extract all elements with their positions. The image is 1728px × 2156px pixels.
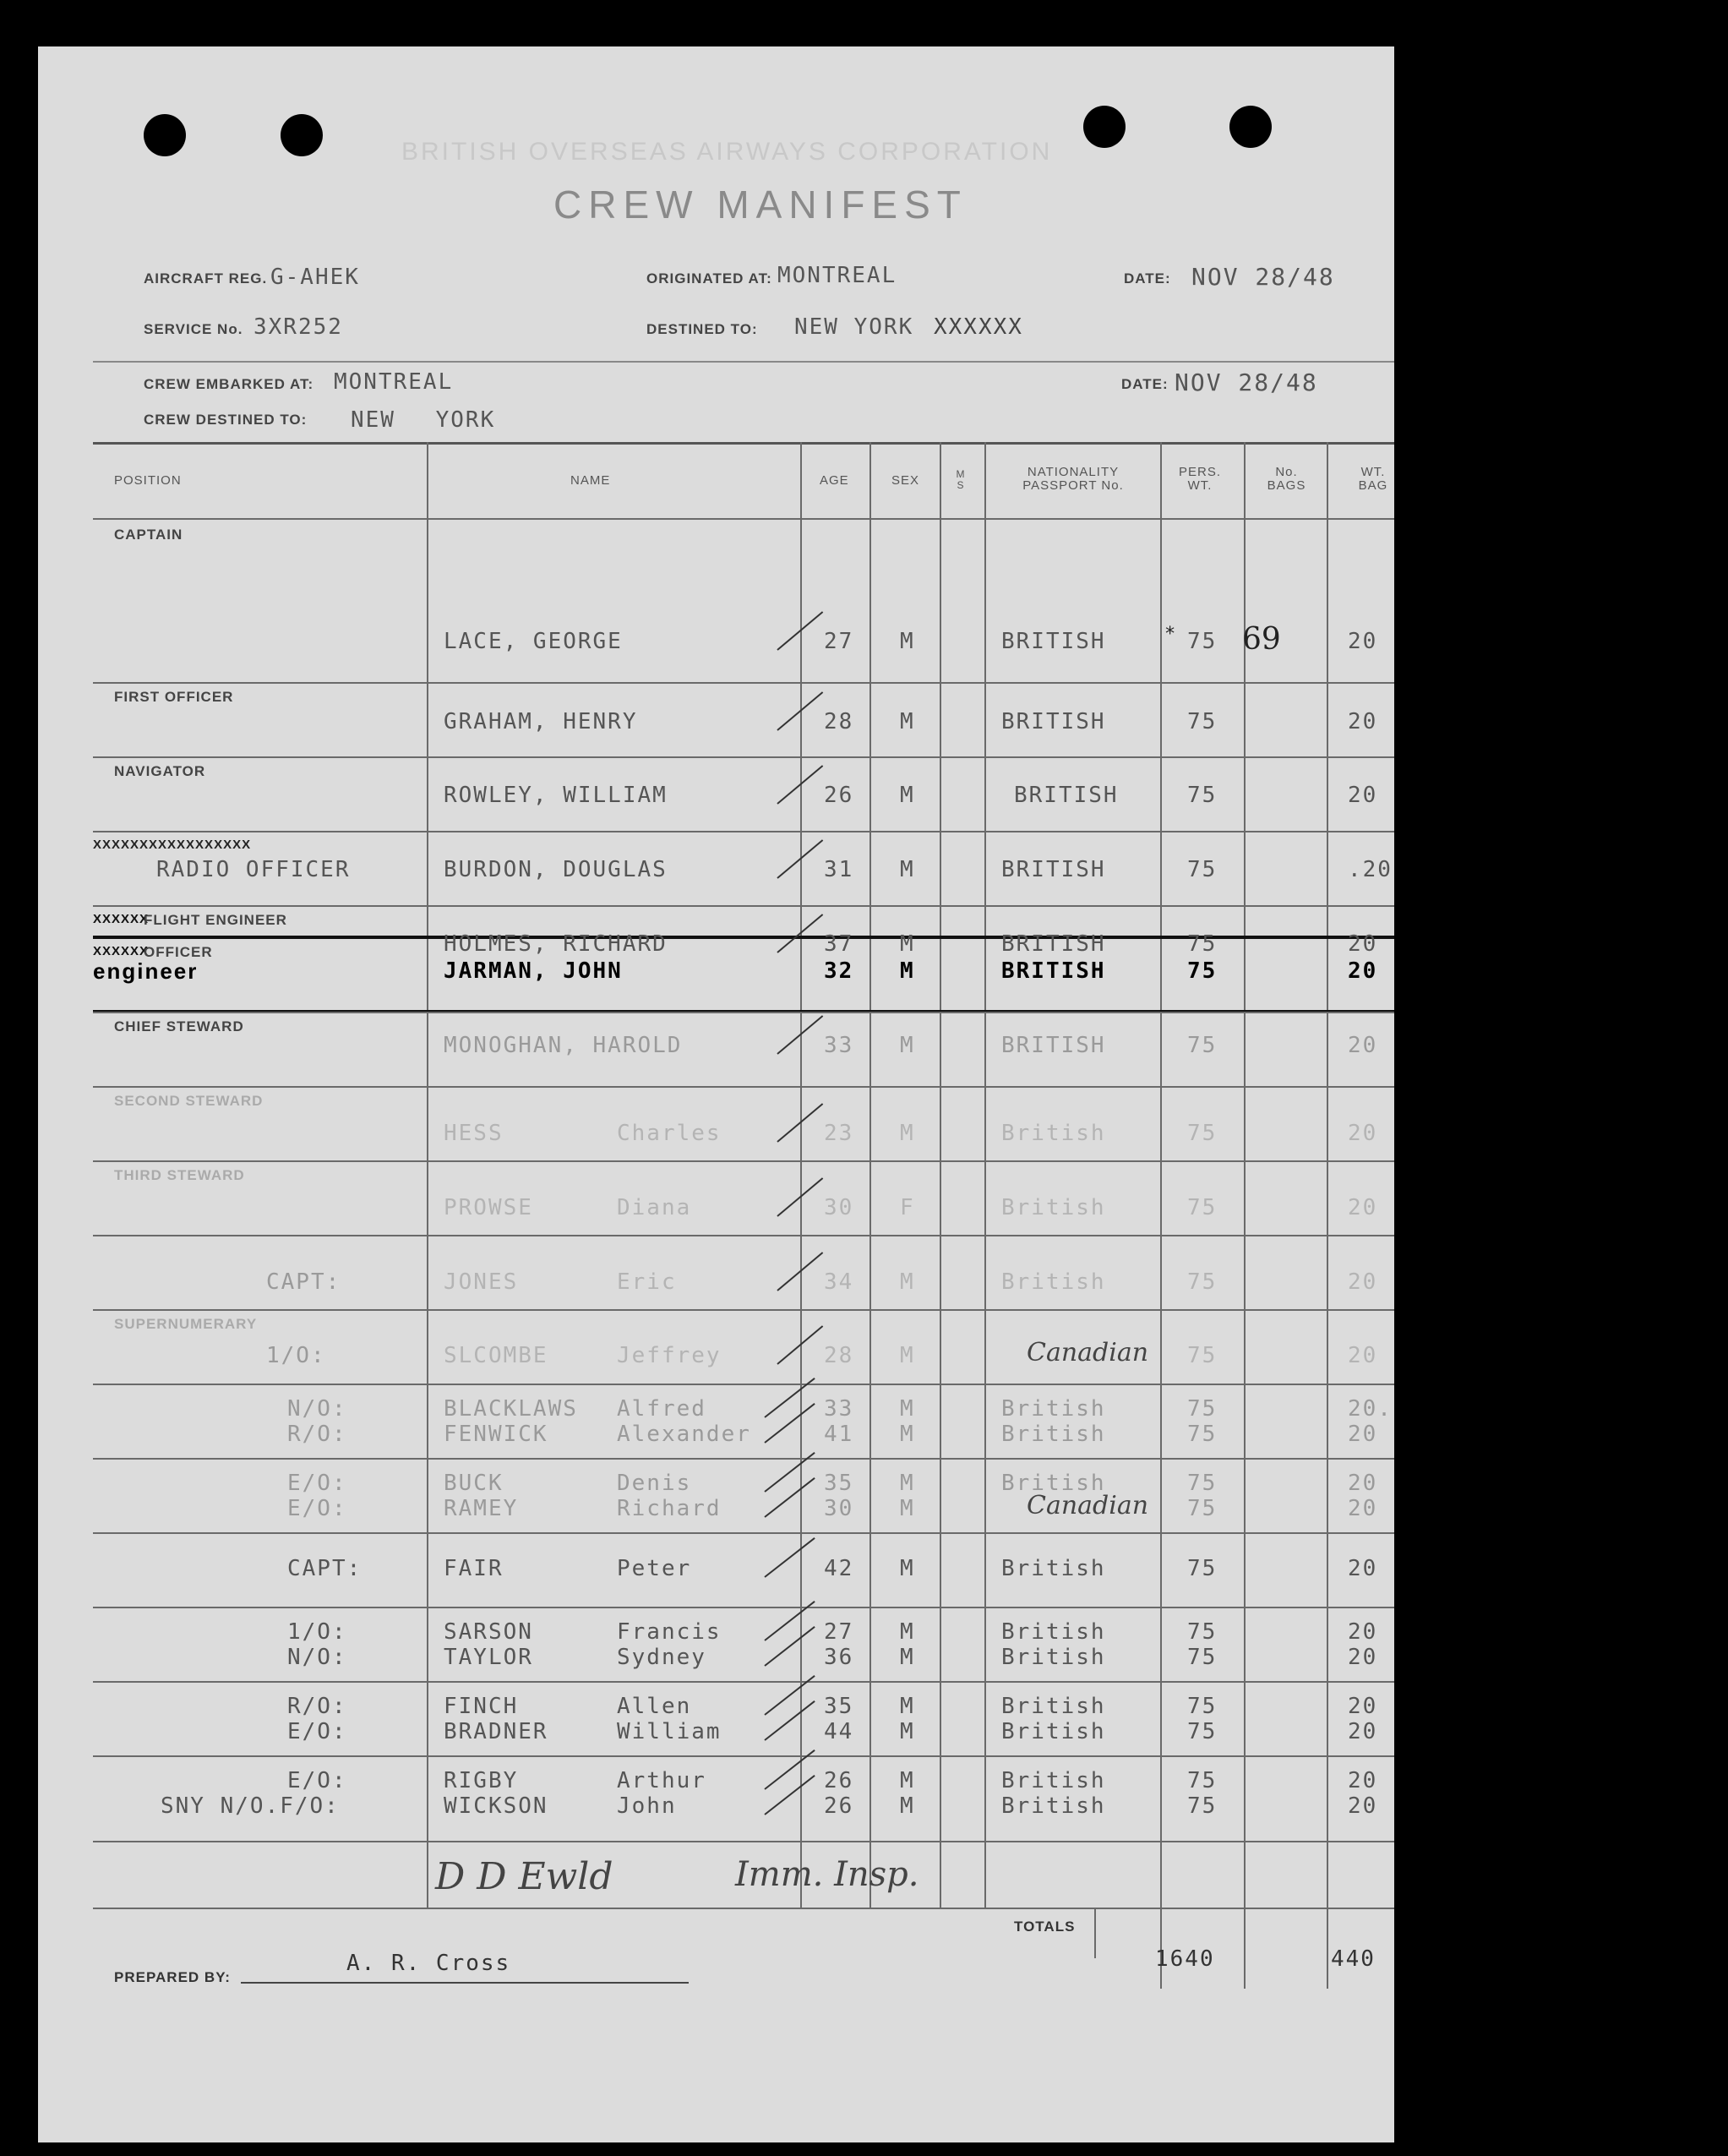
- position-label: NAVIGATOR: [114, 763, 206, 779]
- crew-wt-bag: 20: [1348, 1343, 1378, 1368]
- crew-name: LACE, GEORGE: [444, 629, 623, 654]
- position-typed: CAPT:: [266, 1269, 341, 1295]
- crew-wt-bag: 20.: [1348, 1396, 1393, 1422]
- crew-sex: M: [900, 1496, 915, 1521]
- crew-nationality: British: [1001, 1556, 1106, 1581]
- col-header-sex: SEX: [891, 473, 920, 488]
- crew-nationality: BRITISH: [1001, 857, 1106, 882]
- crew-embarked-label: CREW EMBARKED AT:: [144, 376, 314, 392]
- crew-embarked-value: MONTREAL: [334, 369, 454, 395]
- crew-wt-bag: 20: [1348, 1269, 1378, 1295]
- crew-age: 26: [824, 1768, 854, 1793]
- position-label: FIRST OFFICER: [114, 689, 234, 705]
- crew-pers-wt: 75: [1187, 1556, 1218, 1581]
- service-value: 3XR252: [253, 314, 343, 340]
- crew-sex: M: [900, 1719, 915, 1744]
- check-mark: [764, 1700, 815, 1741]
- divider: [93, 361, 1394, 363]
- crew-surname: HESS: [444, 1121, 504, 1146]
- col-header-pers-wt: PERS. WT.: [1178, 465, 1221, 493]
- position-typed: 1/O:: [266, 1343, 326, 1368]
- crew-sex: M: [900, 1033, 915, 1058]
- col-divider: [869, 442, 871, 1908]
- check-mark: [764, 1775, 815, 1815]
- crew-sex: M: [900, 709, 915, 734]
- position-label: OFFICER: [144, 944, 213, 960]
- position-typed: SNY N/O.F/O:: [161, 1793, 340, 1819]
- position-typed: E/O:: [287, 1496, 347, 1521]
- crew-name: BURDON, DOUGLAS: [444, 857, 668, 882]
- crew-nationality: British: [1001, 1645, 1106, 1670]
- crew-nationality: British: [1001, 1619, 1106, 1645]
- row-rule: [93, 1086, 1394, 1088]
- crew-surname: BRADNER: [444, 1719, 548, 1744]
- crew-nationality: Canadian: [1027, 1338, 1149, 1367]
- crew-nationality: BRITISH: [1014, 783, 1119, 808]
- row-rule: [93, 1309, 1394, 1311]
- crew-pers-wt: 75: [1187, 1768, 1218, 1793]
- crew-nationality: British: [1001, 1793, 1106, 1819]
- row-rule: [93, 1681, 1394, 1683]
- crew-name: MONOGHAN, HAROLD: [444, 1033, 683, 1058]
- crew-date-value: NOV 28/48: [1175, 368, 1318, 396]
- crew-sex: M: [900, 783, 915, 808]
- crew-wt-bag: 20: [1348, 1195, 1378, 1220]
- crew-sex: M: [900, 1768, 915, 1793]
- crew-nationality: Canadian: [1027, 1491, 1149, 1520]
- col-divider: [427, 442, 428, 1908]
- row-rule: [93, 682, 1394, 684]
- service-label: SERVICE No.: [144, 321, 243, 337]
- crew-age: 31: [824, 857, 854, 882]
- row-rule: [93, 1012, 1394, 1013]
- crew-sex: M: [900, 1793, 915, 1819]
- crew-age: 23: [824, 1121, 854, 1146]
- crew-age: 30: [824, 1195, 854, 1220]
- crew-wt-bag: 20: [1348, 629, 1378, 654]
- signature-name: D D Ewld: [435, 1855, 613, 1898]
- crew-age: 37: [824, 931, 854, 957]
- crew-pers-wt: 75: [1187, 1422, 1218, 1447]
- crew-sex: M: [900, 857, 915, 882]
- crew-pers-wt: 75: [1187, 783, 1218, 808]
- row-rule: [93, 1384, 1394, 1385]
- crew-age: 28: [824, 709, 854, 734]
- row-rule: [93, 831, 1394, 832]
- crew-given-name: Richard: [617, 1496, 722, 1521]
- crew-pers-wt: 75: [1187, 1694, 1218, 1719]
- crew-given-name: Denis: [617, 1471, 692, 1496]
- crew-wt-bag: 20: [1348, 1471, 1378, 1496]
- col-divider: [940, 442, 941, 1908]
- col-header-position: POSITION: [114, 473, 182, 488]
- crew-wt-bag: 20: [1348, 1422, 1378, 1447]
- date-label: DATE:: [1124, 270, 1171, 287]
- crew-given-name: Sydney: [617, 1645, 706, 1670]
- col-divider: [800, 442, 802, 1908]
- crew-surname: SARSON: [444, 1619, 533, 1645]
- crew-nationality: British: [1001, 1694, 1106, 1719]
- punch-hole: [1229, 106, 1272, 148]
- crew-sex: M: [900, 1396, 915, 1422]
- crew-surname: WICKSON: [444, 1793, 548, 1819]
- crew-surname: BLACKLAWS: [444, 1396, 578, 1422]
- crew-nationality: British: [1001, 1768, 1106, 1793]
- position-label: THIRD STEWARD: [114, 1167, 245, 1183]
- punch-hole: [1083, 106, 1126, 148]
- check-mark: [764, 1477, 815, 1518]
- crew-date-label: DATE:: [1121, 376, 1169, 392]
- crew-sex: M: [900, 1422, 915, 1447]
- crew-nationality: BRITISH: [1001, 958, 1106, 984]
- crew-surname: FINCH: [444, 1694, 519, 1719]
- crew-pers-wt: 75: [1187, 1619, 1218, 1645]
- crew-wt-bag: 20: [1348, 1121, 1378, 1146]
- crew-age: 35: [824, 1694, 854, 1719]
- crew-wt-bag: 20: [1348, 1556, 1378, 1581]
- position-label-struck: XXXXXX: [93, 912, 150, 926]
- crew-wt-bag: 20: [1348, 931, 1378, 957]
- position-label: XXXXXXXXXXXXXXXXX: [93, 838, 252, 852]
- position-label: SECOND STEWARD: [114, 1093, 264, 1109]
- crew-destined-value: NEW YORK: [351, 407, 496, 433]
- crew-age: 26: [824, 1793, 854, 1819]
- crew-nationality: BRITISH: [1001, 1033, 1106, 1058]
- crew-given-name: Eric: [617, 1269, 677, 1295]
- crew-wt-bag: 20: [1348, 1719, 1378, 1744]
- position-typed: R/O:: [287, 1694, 347, 1719]
- crew-nationality: BRITISH: [1001, 931, 1106, 957]
- totals-divider: [1094, 1908, 1096, 1958]
- crew-wt-bag: 20: [1348, 1619, 1378, 1645]
- crew-surname: JONES: [444, 1269, 519, 1295]
- crew-age: 33: [824, 1396, 854, 1422]
- check-mark: [764, 1537, 815, 1578]
- crew-sex: M: [900, 1694, 915, 1719]
- crew-nationality: BRITISH: [1001, 709, 1106, 734]
- page-title: CREW MANIFEST: [553, 183, 968, 227]
- crew-sex: M: [900, 1269, 915, 1295]
- crew-given-name: William: [617, 1719, 722, 1744]
- col-header-no-bags: No. BAGS: [1267, 465, 1306, 493]
- crew-given-name: John: [617, 1793, 677, 1819]
- crew-age: 27: [824, 1619, 854, 1645]
- crew-age: 41: [824, 1422, 854, 1447]
- crew-age: 27: [824, 629, 854, 654]
- crew-sex: M: [900, 1556, 915, 1581]
- col-divider: [984, 442, 986, 1908]
- crew-age: 28: [824, 1343, 854, 1368]
- totals-pers-wt: 1640: [1155, 1946, 1215, 1972]
- crew-wt-bag: 20: [1348, 709, 1378, 734]
- crew-surname: RIGBY: [444, 1768, 519, 1793]
- crew-given-name: Diana: [617, 1195, 692, 1220]
- check-mark: [764, 1626, 815, 1667]
- crew-nationality: BRITISH: [1001, 629, 1106, 654]
- crew-age: 35: [824, 1471, 854, 1496]
- crew-name: GRAHAM, HENRY: [444, 709, 638, 734]
- crew-nationality: British: [1001, 1121, 1106, 1146]
- row-rule: [93, 1532, 1394, 1534]
- crew-sex: M: [900, 1619, 915, 1645]
- position-label: SUPERNUMERARY: [114, 1316, 258, 1332]
- crew-given-name: Jeffrey: [617, 1343, 722, 1368]
- crew-pers-wt: 75: [1187, 1269, 1218, 1295]
- crew-pers-wt: 75: [1187, 629, 1218, 654]
- crew-sex: F: [900, 1195, 915, 1220]
- punch-hole: [281, 114, 323, 156]
- col-header-nationality: NATIONALITY PASSPORT No.: [1022, 465, 1124, 493]
- check-mark: [764, 1403, 815, 1444]
- crew-nationality: British: [1001, 1422, 1106, 1447]
- date-value: NOV 28/48: [1191, 263, 1335, 291]
- col-header-ms: M S: [956, 468, 966, 491]
- originated-value: MONTREAL: [777, 263, 897, 288]
- totals-wt-bag: 440: [1331, 1946, 1376, 1972]
- position-typed: E/O:: [287, 1471, 347, 1496]
- crew-pers-wt: 75: [1187, 1719, 1218, 1744]
- crew-name: JARMAN, JOHN: [444, 958, 623, 984]
- crew-pers-wt: 75: [1187, 1343, 1218, 1368]
- crew-nationality: British: [1001, 1719, 1106, 1744]
- crew-age: 32: [824, 958, 854, 984]
- crew-given-name: Alexander: [617, 1422, 751, 1447]
- crew-surname: FENWICK: [444, 1422, 548, 1447]
- crew-name: HOLMES, RICHARD: [444, 931, 668, 957]
- crew-pers-wt: 75: [1187, 1496, 1218, 1521]
- crew-sex: M: [900, 958, 915, 984]
- crew-pers-wt: 75: [1187, 709, 1218, 734]
- crew-nationality: British: [1001, 1471, 1106, 1496]
- crew-age: 34: [824, 1269, 854, 1295]
- crew-nationality: British: [1001, 1195, 1106, 1220]
- crew-surname: RAMEY: [444, 1496, 519, 1521]
- row-rule: [93, 905, 1394, 907]
- crew-pers-wt: 75: [1187, 931, 1218, 957]
- totals-label: TOTALS: [1014, 1919, 1076, 1935]
- crew-nationality: British: [1001, 1269, 1106, 1295]
- crew-sex: M: [900, 1343, 915, 1368]
- crew-wt-bag: 20: [1348, 1033, 1378, 1058]
- crew-destined-label: CREW DESTINED TO:: [144, 412, 308, 428]
- crew-sex: M: [900, 931, 915, 957]
- asterisk-mark: *: [1164, 624, 1178, 645]
- crew-wt-bag: 20: [1348, 1645, 1378, 1670]
- col-header-name: NAME: [570, 473, 611, 488]
- crew-wt-bag: 20: [1348, 783, 1378, 808]
- row-rule: [93, 1458, 1394, 1460]
- position-label: FLIGHT ENGINEER: [144, 912, 287, 928]
- crew-sex: M: [900, 1471, 915, 1496]
- originated-label: ORIGINATED AT:: [646, 270, 772, 287]
- crew-age: 42: [824, 1556, 854, 1581]
- crew-pers-wt: 75: [1187, 1471, 1218, 1496]
- header-rule: [93, 518, 1394, 520]
- position-typed: E/O:: [287, 1719, 347, 1744]
- row-rule: [93, 1235, 1394, 1236]
- crew-wt-bag: 20: [1348, 1694, 1378, 1719]
- crew-nationality: British: [1001, 1396, 1106, 1422]
- crew-sex: M: [900, 1645, 915, 1670]
- crew-wt-bag: 20: [1348, 958, 1378, 984]
- crew-wt-bag: 20: [1348, 1496, 1378, 1521]
- crew-age: 30: [824, 1496, 854, 1521]
- crew-pers-wt: 75: [1187, 1121, 1218, 1146]
- table-top-rule: [93, 442, 1394, 445]
- position-typed: RADIO OFFICER: [156, 857, 351, 882]
- position-typed: E/O:: [287, 1768, 347, 1793]
- crew-age: 33: [824, 1033, 854, 1058]
- crew-pers-wt: 75: [1187, 958, 1218, 984]
- crew-surname: PROWSE: [444, 1195, 533, 1220]
- position-typed: CAPT:: [287, 1556, 362, 1581]
- destined-label: DESTINED TO:: [646, 321, 758, 337]
- crew-given-name: Arthur: [617, 1768, 706, 1793]
- crew-surname: SLCOMBE: [444, 1343, 548, 1368]
- destined-value: NEW YORK: [794, 314, 914, 340]
- crew-pers-wt: 75: [1187, 1033, 1218, 1058]
- crew-sex: M: [900, 629, 915, 654]
- aircraft-reg-value: G-AHEK: [270, 265, 360, 290]
- crew-pers-wt: 75: [1187, 1645, 1218, 1670]
- prepared-by-line: [241, 1982, 689, 1984]
- position-typed: 1/O:: [287, 1619, 347, 1645]
- position-label-struck: XXXXXX: [93, 944, 150, 958]
- aircraft-reg-label: AIRCRAFT REG.: [144, 270, 268, 287]
- crew-age: 26: [824, 783, 854, 808]
- crew-given-name: Charles: [617, 1121, 722, 1146]
- row-rule: [93, 1841, 1394, 1842]
- position-label: CHIEF STEWARD: [114, 1018, 244, 1034]
- crew-wt-bag: 20: [1348, 1793, 1378, 1819]
- crew-wt-bag: 20: [1348, 1768, 1378, 1793]
- crew-pers-wt: 75: [1187, 1195, 1218, 1220]
- crew-pers-wt: 75: [1187, 1793, 1218, 1819]
- crew-no-bags: 69: [1242, 622, 1281, 657]
- row-rule: [93, 1160, 1394, 1162]
- signature-title: Imm. Insp.: [735, 1855, 919, 1894]
- crew-wt-bag: .20: [1348, 857, 1393, 882]
- row-rule: [93, 756, 1394, 758]
- manifest-sheet: [38, 46, 1394, 2142]
- crew-given-name: Francis: [617, 1619, 722, 1645]
- col-header-wt-bag: WT. BAG: [1358, 465, 1388, 493]
- crew-age: 44: [824, 1719, 854, 1744]
- crew-given-name: Allen: [617, 1694, 692, 1719]
- prepared-by-label: PREPARED BY:: [114, 1969, 231, 1985]
- position-typed: engineer: [93, 958, 199, 984]
- crew-sex: M: [900, 1121, 915, 1146]
- row-rule: [93, 1607, 1394, 1608]
- crew-surname: TAYLOR: [444, 1645, 533, 1670]
- row-rule: [93, 1755, 1394, 1757]
- crew-surname: BUCK: [444, 1471, 504, 1496]
- position-typed: R/O:: [287, 1422, 347, 1447]
- company-name: BRITISH OVERSEAS AIRWAYS CORPORATION: [401, 138, 1053, 166]
- crew-age: 36: [824, 1645, 854, 1670]
- crew-given-name: Peter: [617, 1556, 692, 1581]
- col-header-age: AGE: [820, 473, 849, 488]
- crew-pers-wt: 75: [1187, 1396, 1218, 1422]
- destined-struck: XXXXXX: [934, 314, 1023, 340]
- row-rule: [93, 1908, 1394, 1909]
- punch-hole: [144, 114, 186, 156]
- position-typed: N/O:: [287, 1396, 347, 1422]
- position-typed: N/O:: [287, 1645, 347, 1670]
- prepared-by-name: A. R. Cross: [346, 1951, 511, 1976]
- crew-pers-wt: 75: [1187, 857, 1218, 882]
- crew-given-name: Alfred: [617, 1396, 706, 1422]
- crew-surname: FAIR: [444, 1556, 504, 1581]
- position-label: CAPTAIN: [114, 527, 183, 543]
- crew-name: ROWLEY, WILLIAM: [444, 783, 668, 808]
